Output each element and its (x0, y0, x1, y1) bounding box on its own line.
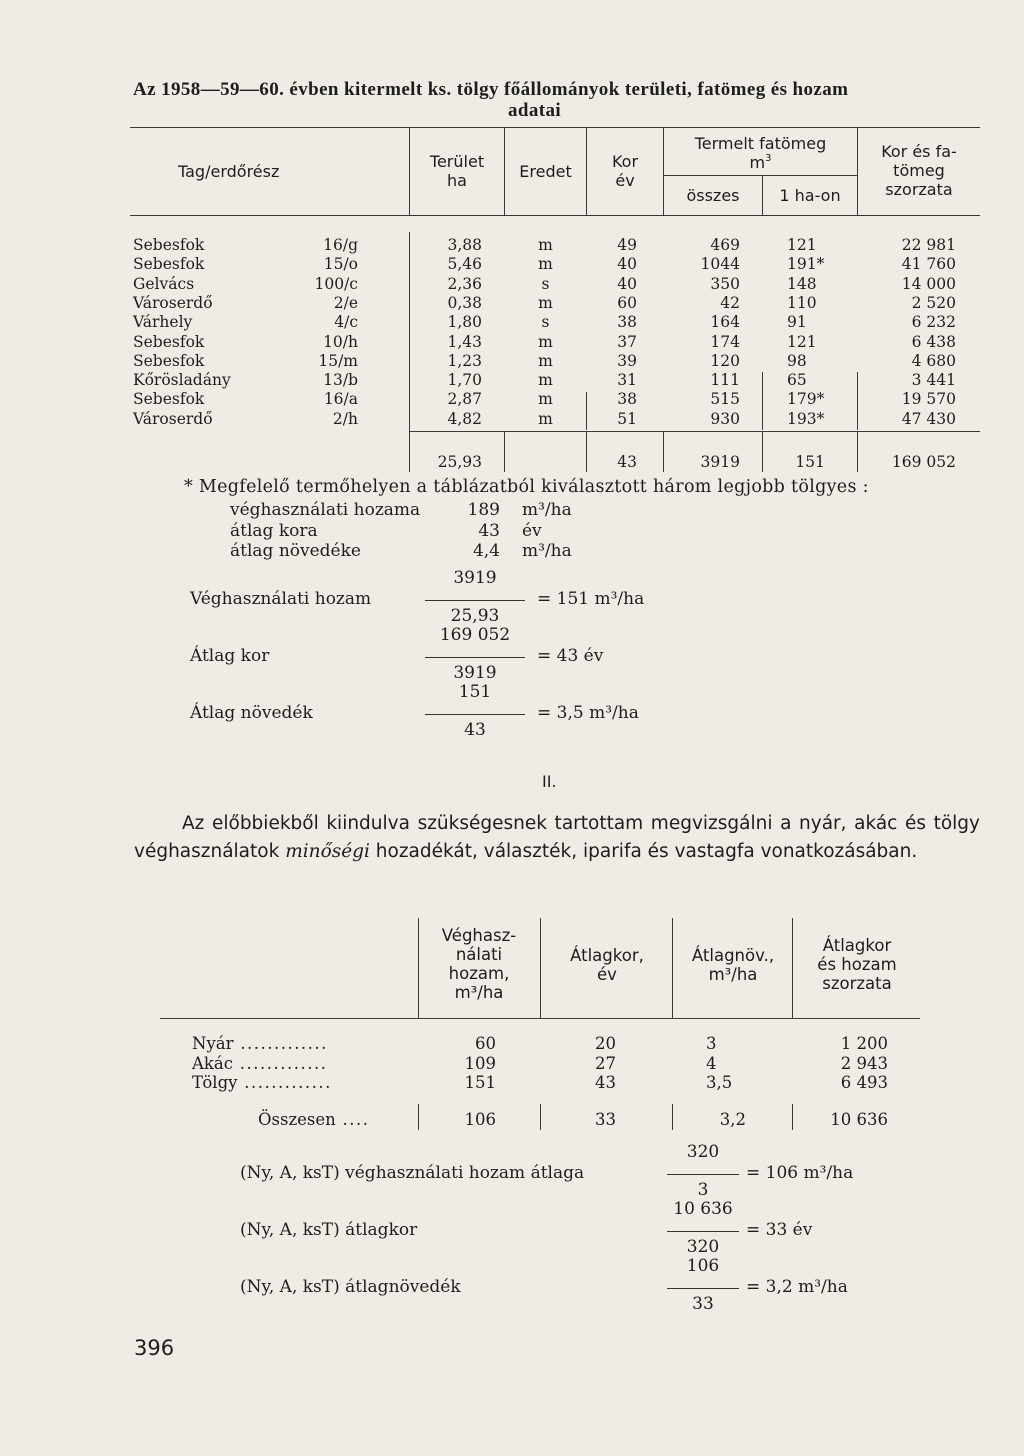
szorzat-line3: szorzata (885, 180, 953, 199)
table1-header-termelt: Termelt fatömeg $m^3$ (694, 134, 827, 172)
terulet-label: Terület (429, 152, 485, 171)
table-row-resz: 2/e (333, 293, 358, 312)
table-row-eredet: m (538, 351, 553, 370)
table-row-osszes: 469 (710, 236, 740, 254)
footnote-item-unit: m³/ha (522, 541, 572, 561)
list-item-kor: 20 (595, 1034, 616, 1053)
formula-label: Átlag növedék (190, 703, 313, 723)
table-row-eredet: m (538, 371, 553, 390)
fraction-bar (667, 1231, 739, 1232)
table2-col-divider (540, 918, 541, 1018)
table-row-osszes: 174 (710, 332, 740, 351)
table-row-haon: 121 (787, 332, 817, 351)
table-row-kor: 39 (617, 351, 637, 370)
table-row-resz: 2/h (332, 409, 358, 428)
list-item-name (192, 1073, 332, 1092)
table-row-resz: 13/b (323, 371, 358, 390)
footnote-item-unit: év (522, 520, 542, 541)
fraction-bar (667, 1288, 739, 1289)
leader-dots: ............. (233, 1053, 328, 1073)
table-row-resz: 15/o (323, 255, 358, 274)
paragraph-text-2: hozadékát, választék, iparifa és vastagfa vonatkozásában. (369, 841, 918, 862)
table-row-terulet: 1,70 (447, 371, 482, 390)
paragraph-text-1: Az előbbiekből kiindulva szükségesnek tartottam megvizsgálni a nyár, akác és tölgy véghasználatok (134, 813, 980, 862)
formula-result: = 151 m³/ha (537, 589, 645, 609)
table-row-haon: 98 (787, 351, 807, 370)
list-item-vh: 60 (475, 1034, 496, 1053)
table2-header-nov (674, 946, 792, 984)
table2-total-divider (792, 1104, 793, 1130)
table2-total-szorzat: 10 636 (830, 1110, 888, 1129)
table-row-terulet: 1,23 (447, 351, 482, 370)
list-item-vh: 109 (464, 1053, 496, 1073)
table-row-resz: 4/c (334, 313, 358, 332)
footnote-line: * Megfelelő termőhelyen a táblázatból kiválasztott három legjobb tölgyes : (184, 477, 869, 497)
termelt-unit: m (749, 153, 766, 172)
table1-header-szorzat (858, 142, 980, 199)
list-item-nov: 3 (706, 1034, 717, 1053)
table-row-haon: 65 (787, 371, 807, 390)
table-row-osszes: 1044 (700, 255, 740, 274)
table-row-haon: 193* (787, 409, 825, 428)
fraction-bar (425, 714, 525, 715)
header-line: m³/ha (708, 965, 758, 984)
table-row-resz: 10/h (323, 332, 358, 351)
footnote-item-value: 189 (467, 500, 500, 520)
table-row-osszes: 930 (710, 409, 740, 428)
table2-total-divider (418, 1104, 419, 1130)
footnote-item-value: 4,4 (472, 541, 500, 561)
table-row-terulet: 4,82 (447, 409, 482, 428)
header-line: és hozam (817, 955, 897, 974)
table2-col-divider (792, 918, 793, 1018)
table-row-resz: 16/a (323, 390, 358, 409)
formula-label: (Ny, A, ksT) véghasználati hozam átlaga (240, 1163, 585, 1183)
table1-header-osszes: összes (686, 186, 740, 205)
table2-total-divider (540, 1104, 541, 1130)
paragraph-italic: minőségi (285, 841, 370, 862)
list-item-szorzat: 1 200 (840, 1034, 888, 1053)
table-row-resz: 100/c (314, 274, 358, 293)
header-line: m³/ha (454, 983, 504, 1002)
table-row-haon: 110 (787, 293, 817, 312)
list-item-nov: 4 (706, 1053, 717, 1073)
table1-header-eredet: Eredet (519, 162, 572, 181)
table2-total-vh: 106 (464, 1110, 496, 1129)
list-item-szorzat: 2 943 (840, 1053, 888, 1073)
formula-result: = 3,2 m³/ha (746, 1277, 848, 1297)
table-row-kor: 37 (617, 332, 637, 351)
table-row-haon: 148 (787, 274, 817, 293)
table1-header-terulet (410, 152, 504, 190)
list-item-nov: 3,5 (706, 1073, 733, 1092)
kor-label: Kor (611, 152, 639, 171)
formula-label: Véghasználati hozam (190, 589, 372, 609)
formula-result: = 33 év (746, 1220, 813, 1240)
formula-result: = 3,5 m³/ha (537, 703, 639, 723)
formula-label: Átlag kor (190, 646, 270, 666)
formula-label: (Ny, A, ksT) átlagkor (240, 1220, 418, 1240)
szorzat-line2: tömeg (893, 161, 945, 180)
table2-header-kor (542, 946, 672, 984)
formula-numerator: 10 636 (673, 1199, 733, 1219)
table1-header-tag: Tag/erdőrész (178, 162, 280, 181)
table-row-terulet: 3,88 (447, 236, 482, 254)
table2-header-vh (420, 926, 538, 1002)
table-row-eredet: m (538, 293, 553, 312)
header-line: Átlagnöv., (691, 946, 775, 965)
table1-header-haon: 1 ha-on (779, 186, 841, 205)
table2-header-rule (160, 1018, 920, 1019)
table2-total-kor: 33 (595, 1110, 616, 1129)
table-row-tag: Sebesfok (133, 351, 205, 370)
row-name: Nyár (192, 1034, 234, 1053)
list-item-szorzat: 6 493 (840, 1073, 888, 1092)
table-row-szorzat: 3 441 (911, 371, 956, 390)
table-row-tag: Sebesfok (133, 255, 205, 274)
list-item-kor: 27 (595, 1053, 616, 1073)
footnote-item-unit: m³/ha (522, 500, 572, 520)
formula-denominator: 320 (686, 1237, 720, 1257)
list-item-kor: 43 (595, 1073, 616, 1092)
table-row-szorzat: 6 438 (911, 332, 956, 351)
total-haon: 151 (795, 453, 825, 471)
table1-subheader-rule (663, 175, 858, 176)
leader-dots: .... (335, 1110, 370, 1129)
table-row-szorzat: 2 520 (911, 293, 956, 312)
kor-unit: év (615, 171, 635, 190)
table2-col-divider (672, 918, 673, 1018)
header-line: hozam, (448, 964, 510, 983)
table-row-szorzat: 41 760 (901, 255, 956, 274)
table-row-szorzat: 14 000 (901, 274, 956, 293)
table-row-osszes: 515 (710, 390, 740, 409)
termelt-label: Termelt fatömeg (694, 134, 827, 153)
table-row-haon: 179* (787, 390, 825, 409)
table-row-kor: 40 (617, 274, 637, 293)
formula-numerator: 106 (686, 1256, 720, 1276)
fraction-bar (667, 1174, 739, 1175)
table-row-terulet: 2,87 (447, 390, 482, 409)
table-row-haon: 191* (787, 255, 825, 274)
table2-total-nov: 3,2 (719, 1110, 746, 1129)
table-row-osszes: 164 (710, 313, 740, 332)
fraction-bar (425, 657, 525, 658)
footnote-item-label: véghasználati hozama (230, 500, 421, 520)
table-row-kor: 31 (617, 371, 637, 390)
table1-total-rule (409, 431, 980, 432)
list-item-vh: 151 (464, 1073, 496, 1092)
list-item-name (192, 1054, 327, 1073)
table-row-szorzat: 6 232 (911, 313, 956, 332)
table-row-szorzat: 19 570 (901, 390, 956, 409)
fraction-bar (425, 600, 525, 601)
header-line: szorzata (822, 974, 892, 993)
header-line: Átlagkor (822, 936, 892, 955)
row-name: Akác (192, 1053, 233, 1073)
row-name: Tölgy (192, 1073, 238, 1092)
table-row-eredet: m (538, 409, 553, 428)
formula-denominator: 3919 (453, 663, 497, 683)
formula-denominator: 33 (692, 1294, 714, 1314)
formula-numerator: 3919 (453, 568, 497, 588)
table-row-haon: 121 (787, 236, 817, 254)
table-row-kor: 51 (617, 409, 637, 428)
paragraph (134, 810, 980, 866)
table2-header-szorzat (794, 936, 920, 993)
formula-denominator: 43 (464, 720, 486, 740)
table1-body-divider (762, 372, 763, 430)
total-terulet: 25,93 (437, 453, 482, 471)
header-line: nálati (455, 945, 503, 964)
list-item-name (192, 1034, 328, 1053)
formula-result: = 106 m³/ha (746, 1163, 854, 1183)
table-row-tag: Városerdő (133, 293, 213, 312)
total-name: Összesen (258, 1110, 336, 1129)
table-row-szorzat: 47 430 (901, 409, 956, 428)
formula-label: (Ny, A, ksT) átlagnövedék (240, 1277, 461, 1297)
table-row-tag: Sebesfok (133, 332, 205, 351)
total-osszes: 3919 (700, 453, 740, 471)
table-row-osszes: 111 (710, 371, 740, 390)
table-row-kor: 60 (617, 293, 637, 312)
table-row-eredet: m (538, 390, 553, 409)
table-row-szorzat: 22 981 (901, 236, 956, 254)
table-row-tag: Kőrösladány (133, 371, 231, 390)
formula-numerator: 320 (686, 1142, 720, 1162)
table-row-terulet: 5,46 (447, 255, 482, 274)
table-row-terulet: 1,43 (447, 332, 482, 351)
table-row-eredet: m (538, 332, 553, 351)
table-row-osszes: 120 (710, 351, 740, 370)
table-row-terulet: 2,36 (447, 274, 482, 293)
table-row-tag: Sebesfok (133, 236, 205, 254)
table-row-resz: 15/m (318, 351, 358, 370)
total-szorzat: 169 052 (891, 453, 956, 471)
table1-header-rule (130, 215, 980, 216)
footnote-item-label: átlag növedéke (230, 541, 361, 561)
table1-top-rule (130, 127, 980, 128)
total-kor: 43 (617, 453, 637, 471)
page-number: 396 (134, 1336, 175, 1360)
page-title: Az 1958—59—60. évben kitermelt ks. tölgy főállományok területi, fatömeg és hozam (133, 79, 849, 100)
header-line: Véghasz- (441, 926, 517, 945)
formula-result: = 43 év (537, 646, 604, 666)
header-line: Átlagkor, (570, 946, 644, 965)
table-row-kor: 49 (617, 236, 637, 254)
table-row-tag: Várhely (133, 313, 193, 332)
table-row-resz: 16/g (323, 236, 358, 254)
formula-numerator: 151 (458, 682, 492, 702)
table2-total-label (258, 1110, 370, 1129)
table-row-terulet: 1,80 (447, 313, 482, 332)
table2-col-divider (418, 918, 419, 1018)
table-row-kor: 40 (617, 255, 637, 274)
table-row-eredet: s (541, 274, 550, 293)
szorzat-line1: Kor és fa- (881, 142, 957, 161)
table-row-kor: 38 (617, 390, 637, 409)
table-row-eredet: m (538, 255, 553, 274)
table-row-terulet: 0,38 (447, 293, 482, 312)
table-row-haon: 91 (787, 313, 807, 332)
table-row-tag: Városerdő (133, 409, 213, 428)
table-row-szorzat: 4 680 (911, 351, 956, 370)
table-row-kor: 38 (617, 313, 637, 332)
section-heading: II. (542, 772, 557, 791)
table1-header-kor (587, 152, 663, 190)
terulet-unit: ha (447, 171, 467, 190)
table-row-osszes: 350 (710, 274, 740, 293)
page-title-line2: adatai (508, 100, 562, 121)
table1-total-divider (504, 432, 505, 472)
table-row-eredet: m (538, 236, 553, 254)
table2-total-divider (672, 1104, 673, 1130)
table-row-tag: Gelvács (133, 274, 195, 293)
formula-denominator: 3 (697, 1180, 709, 1200)
table-row-tag: Sebesfok (133, 390, 205, 409)
table-row-osszes: 42 (720, 293, 740, 312)
header-line: év (597, 965, 617, 984)
leader-dots: ............. (233, 1034, 328, 1053)
leader-dots: ............. (237, 1073, 332, 1092)
table-row-eredet: s (541, 313, 550, 332)
footnote-item-value: 43 (478, 520, 500, 541)
footnote-item-label: átlag kora (230, 520, 318, 541)
formula-denominator: 25,93 (450, 606, 500, 626)
formula-numerator: 169 052 (439, 625, 511, 645)
